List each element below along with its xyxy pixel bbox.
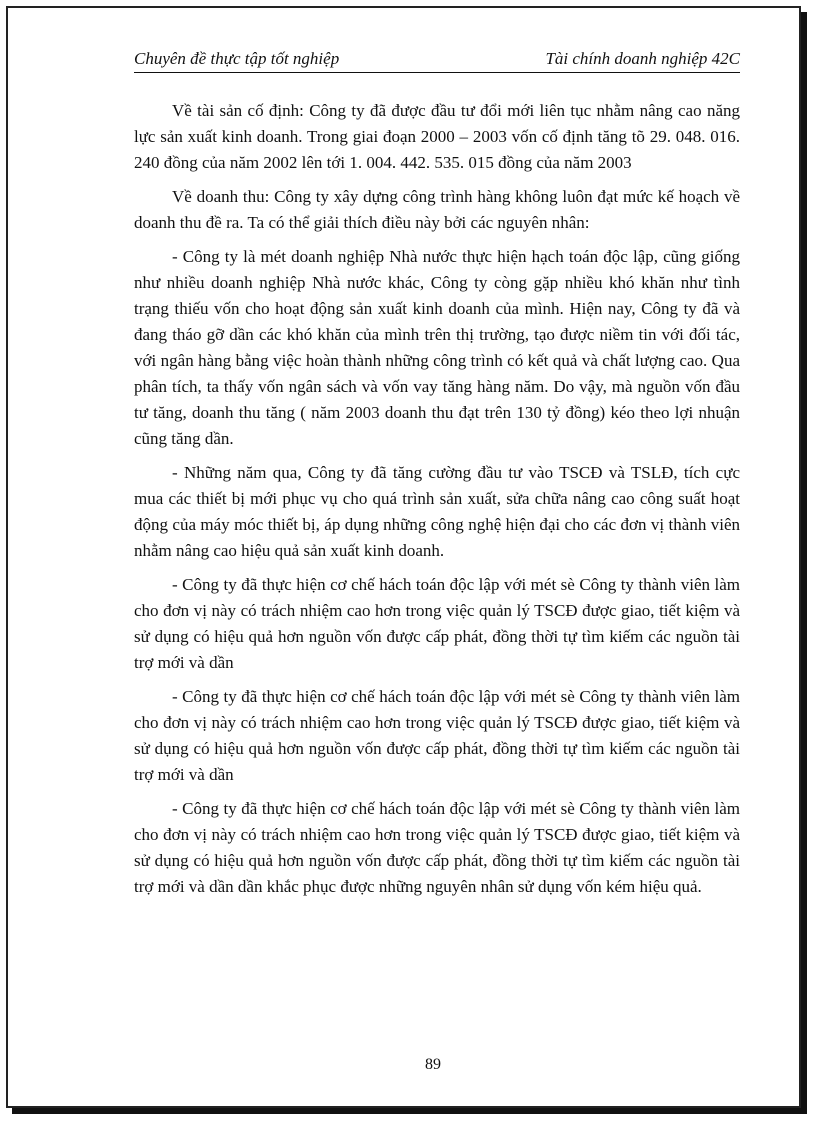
body-text <box>134 98 740 908</box>
paragraph-revenue: Về doanh thu: Công ty xây dựng công trình hàng không luôn đạt mức kế hoạch về doanh thu đề ra. Ta có thể giải thích điều này bởi các nguyên nhân: <box>134 187 740 232</box>
paragraph-reason-4: - Công ty đã thực hiện cơ chế hách toán độc lập với mét sè Công ty thành viên làm cho đơn vị này có trách nhiệm cao hơn trong việc quản lý TSCĐ được giao, tiết kiệm và sử dụng có hiệu quả hơn nguồn vốn được cấp phát, đồng thời tự tìm kiếm các nguồn tài trợ mới và dần <box>134 687 740 784</box>
running-header <box>134 48 740 70</box>
header-rule <box>134 72 740 73</box>
header-left-title: Chuyên đề thực tập tốt nghiệp <box>134 49 340 68</box>
paragraph-reason-5: - Công ty đã thực hiện cơ chế hách toán độc lập với mét sè Công ty thành viên làm cho đơn vị này có trách nhiệm cao hơn trong việc quản lý TSCĐ được giao, tiết kiệm và sử dụng có hiệu quả hơn nguồn vốn được cấp phát, đồng thời tự tìm kiếm các nguồn tài trợ mới và dần dần khắc phục được những nguyên nhân sử dụng vốn kém hiệu quả. <box>134 799 740 896</box>
paragraph-fixed-assets: Về tài sản cố định: Công ty đã được đầu tư đổi mới liên tục nhằm nâng cao năng lực sản xuất kinh doanh. Trong giai đoạn 2000 – 2003 vốn cố định tăng tõ 29. 048. 016. 240 đồng của năm 2002 lên tới 1. 004. 442. 535. 015 đồng của năm 2003 <box>134 101 740 172</box>
page-number: 89 <box>425 1056 441 1073</box>
paragraph-reason-3: - Công ty đã thực hiện cơ chế hách toán độc lập với mét sè Công ty thành viên làm cho đơn vị này có trách nhiệm cao hơn trong việc quản lý TSCĐ được giao, tiết kiệm và sử dụng có hiệu quả hơn nguồn vốn được cấp phát, đồng thời tự tìm kiếm các nguồn tài trợ mới và dần <box>134 575 740 672</box>
header-right-title: Tài chính doanh nghiệp 42C <box>545 49 740 68</box>
paragraph-reason-1: - Công ty là mét doanh nghiệp Nhà nước thực hiện hạch toán độc lập, cũng giống như nhiều doanh nghiệp Nhà nước khác, Công ty còng gặp nhiều khó khăn như tình trạng thiếu vốn cho hoạt động sản xuất kinh doanh của mình. Hiện nay, Công ty đã và đang tháo gỡ dần các khó khăn của mình trên thị trường, tạo được niềm tin với đối tác, với ngân hàng bằng việc hoàn thành những công trình có kết quả và chất lượng cao. Qua phân tích, ta thấy vốn ngân sách và vốn vay tăng hàng năm. Do vậy, mà nguồn vốn đầu tư tăng, doanh thu tăng ( năm 2003 doanh thu đạt trên 130 tỷ đồng) kéo theo lợi nhuận cũng tăng dần. <box>134 247 740 448</box>
paragraph-reason-2: - Những năm qua, Công ty đã tăng cường đầu tư vào TSCĐ và TSLĐ, tích cực mua các thiết bị mới phục vụ cho quá trình sản xuất, sửa chữa nâng cao công suất hoạt động của máy móc thiết bị, áp dụng những công nghệ hiện đại cho các đơn vị thành viên nhằm nâng cao hiệu quả sản xuất kinh doanh. <box>134 463 740 560</box>
